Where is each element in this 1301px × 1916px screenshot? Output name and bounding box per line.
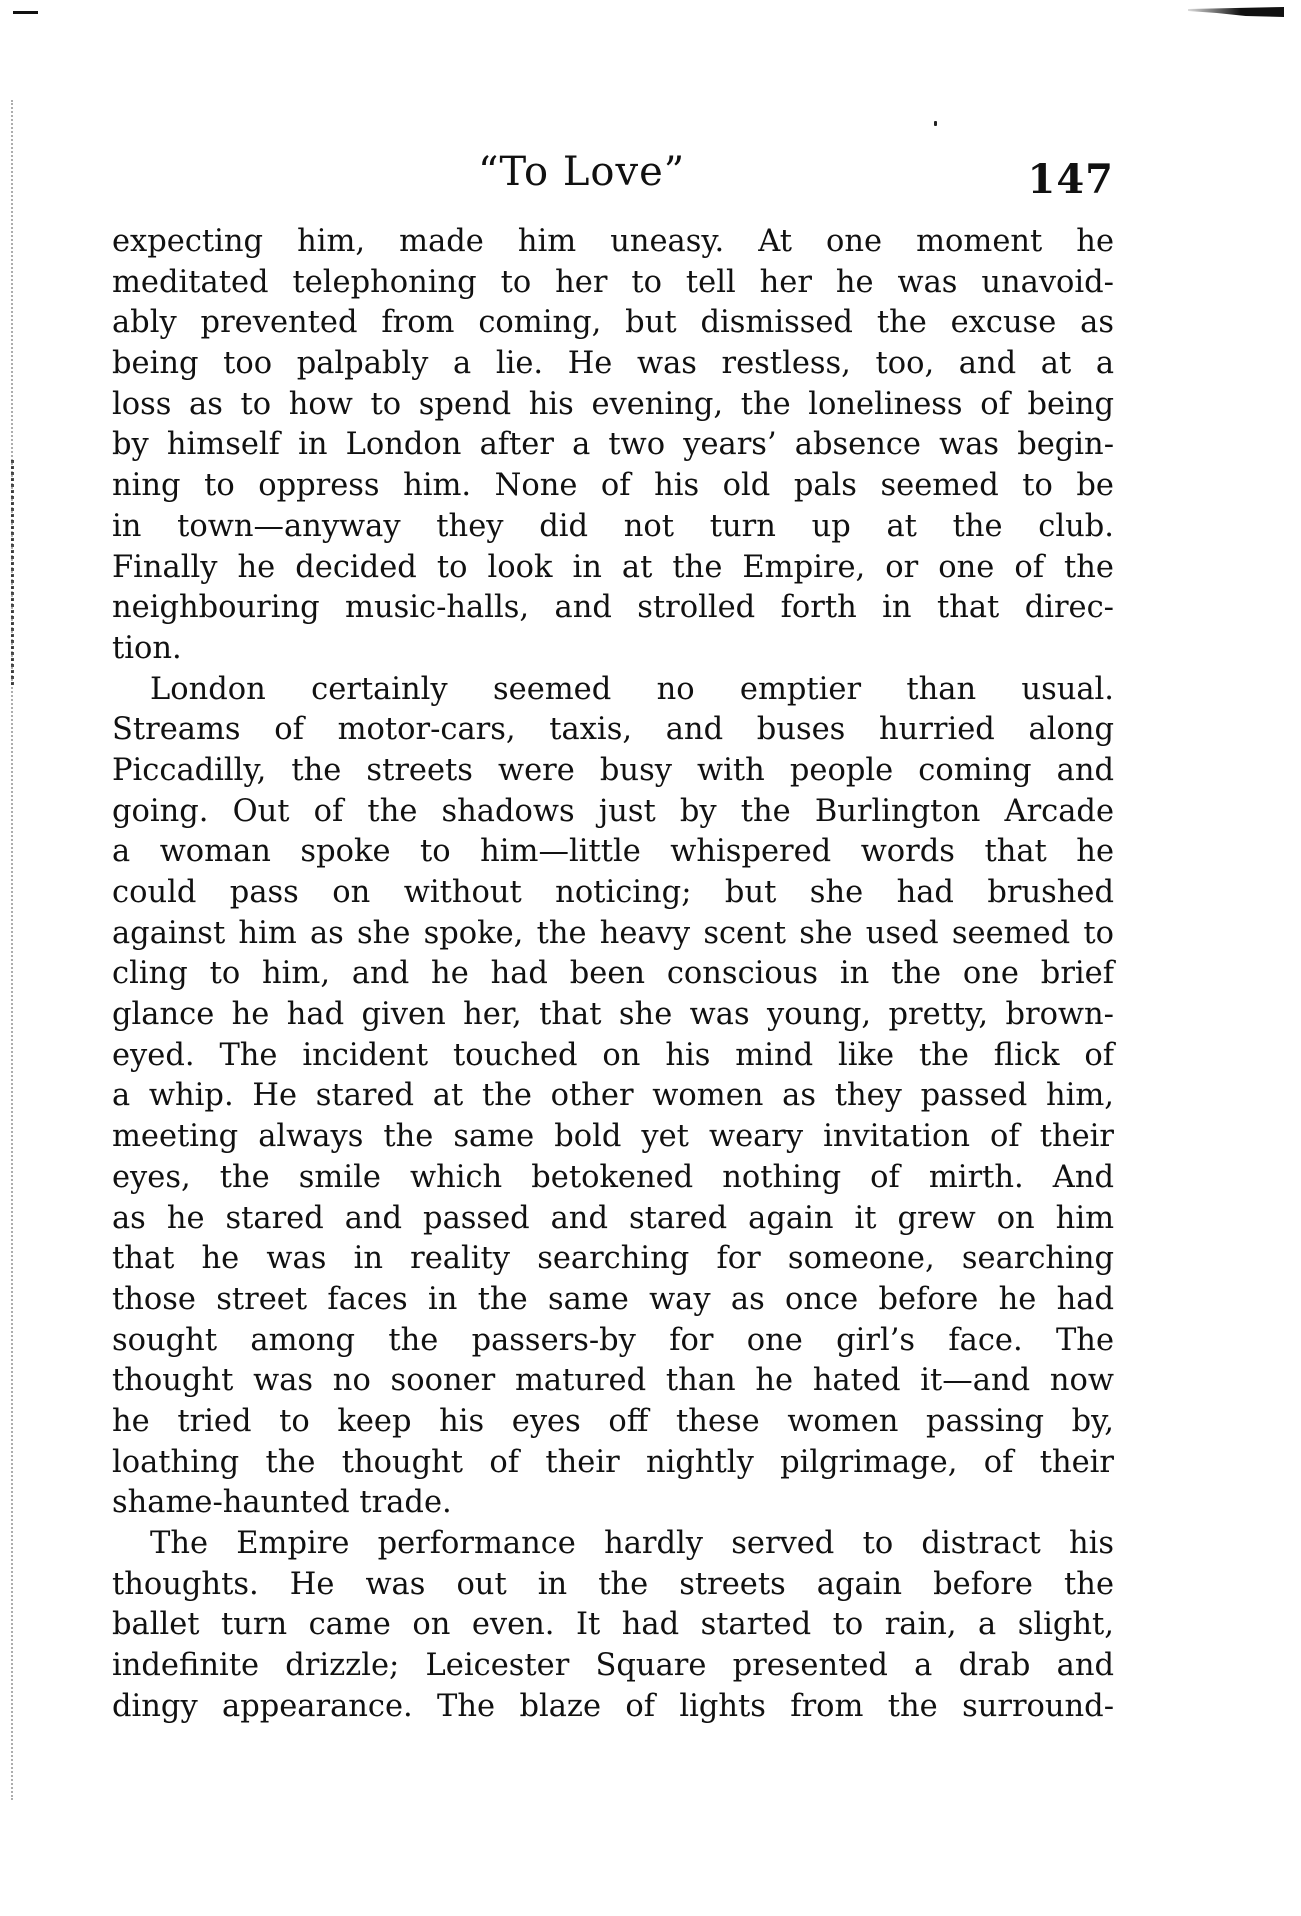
text-line: Finally he decided to look in at the Empire, or one of the xyxy=(112,549,1114,585)
text-line: that he was in reality searching for someone, searching xyxy=(112,1241,1114,1277)
text-line: being too palpably a lie. He was restless, too, and at a xyxy=(112,346,1114,382)
text-line: in town—anyway they did not turn up at the club. xyxy=(112,508,1114,544)
text-line: neighbouring music-halls, and strolled forth in that direc- xyxy=(112,590,1114,626)
text-line: Streams of motor-cars, taxis, and buses hurried along xyxy=(112,712,1114,748)
scan-speck xyxy=(934,121,937,126)
text-line: as he stared and passed and stared again it grew on him xyxy=(112,1200,1114,1236)
text-line: meeting always the same bold yet weary invitation of their xyxy=(112,1119,1114,1155)
text-line: The Empire performance hardly served to distract his xyxy=(150,1526,1114,1561)
text-line: eyes, the smile which betokened nothing of mirth. And xyxy=(112,1159,1114,1195)
text-line: a whip. He stared at the other women as they passed him, xyxy=(112,1078,1114,1114)
text-line: thoughts. He was out in the streets again before the xyxy=(112,1566,1114,1602)
page-number: 147 xyxy=(1027,156,1114,203)
running-title: “To Love” xyxy=(478,149,686,195)
paragraph xyxy=(112,670,1114,1524)
text-line: loss as to how to spend his evening, the loneliness of being xyxy=(112,386,1114,422)
text-line: going. Out of the shadows just by the Burlington Arcade xyxy=(112,793,1114,829)
text-line: ballet turn came on even. It had started to rain, a slight, xyxy=(112,1607,1114,1643)
text-line: thought was no sooner matured than he hated it—and now xyxy=(112,1363,1114,1399)
text-line: Piccadilly, the streets were busy with people coming and xyxy=(112,752,1114,788)
text-line: sought among the passers-by for one girl’s face. The xyxy=(112,1322,1114,1358)
running-head xyxy=(112,148,1114,204)
text-line: loathing the thought of their nightly pilgrimage, of their xyxy=(112,1444,1114,1480)
text-line: a woman spoke to him—little whispered words that he xyxy=(112,834,1114,870)
text-line: ning to oppress him. None of his old pals seemed to be xyxy=(112,468,1114,504)
paragraph-container xyxy=(112,222,1114,1727)
text-line: cling to him, and he had been conscious in the one brief xyxy=(112,956,1114,992)
text-line: eyed. The incident touched on his mind like the flick of xyxy=(112,1037,1114,1073)
scan-artifact-top-left xyxy=(13,11,38,14)
text-line: dingy appearance. The blaze of lights from the surround- xyxy=(112,1688,1114,1724)
text-line: by himself in London after a two years’ absence was begin- xyxy=(112,427,1114,463)
text-line: London certainly seemed no emptier than usual. xyxy=(150,671,1114,707)
paragraph xyxy=(112,1524,1114,1727)
scan-artifact-left-margin xyxy=(11,100,16,1800)
text-line: he tried to keep his eyes off these women passing by, xyxy=(112,1403,1114,1439)
text-line: glance he had given her, that she was young, pretty, brown- xyxy=(112,997,1114,1033)
text-line: meditated telephoning to her to tell her he was unavoid- xyxy=(112,264,1114,300)
text-line: against him as she spoke, the heavy scent she used seemed to xyxy=(112,915,1114,951)
paragraph xyxy=(112,222,1114,670)
text-line: indefinite drizzle; Leicester Square presented a drab and xyxy=(112,1648,1114,1684)
text-line: shame-haunted trade. xyxy=(112,1485,452,1521)
scan-artifact-top-right xyxy=(1188,7,1284,17)
text-line: ably prevented from coming, but dismissed the excuse as xyxy=(112,305,1114,341)
scan-artifact-left-margin-dense xyxy=(11,460,17,685)
text-line: those street faces in the same way as once before he had xyxy=(112,1281,1114,1317)
text-line: could pass on without noticing; but she had brushed xyxy=(112,875,1114,910)
text-line: expecting him, made him uneasy. At one moment he xyxy=(112,224,1114,259)
body-text xyxy=(112,222,1114,1727)
text-line: tion. xyxy=(112,630,182,666)
